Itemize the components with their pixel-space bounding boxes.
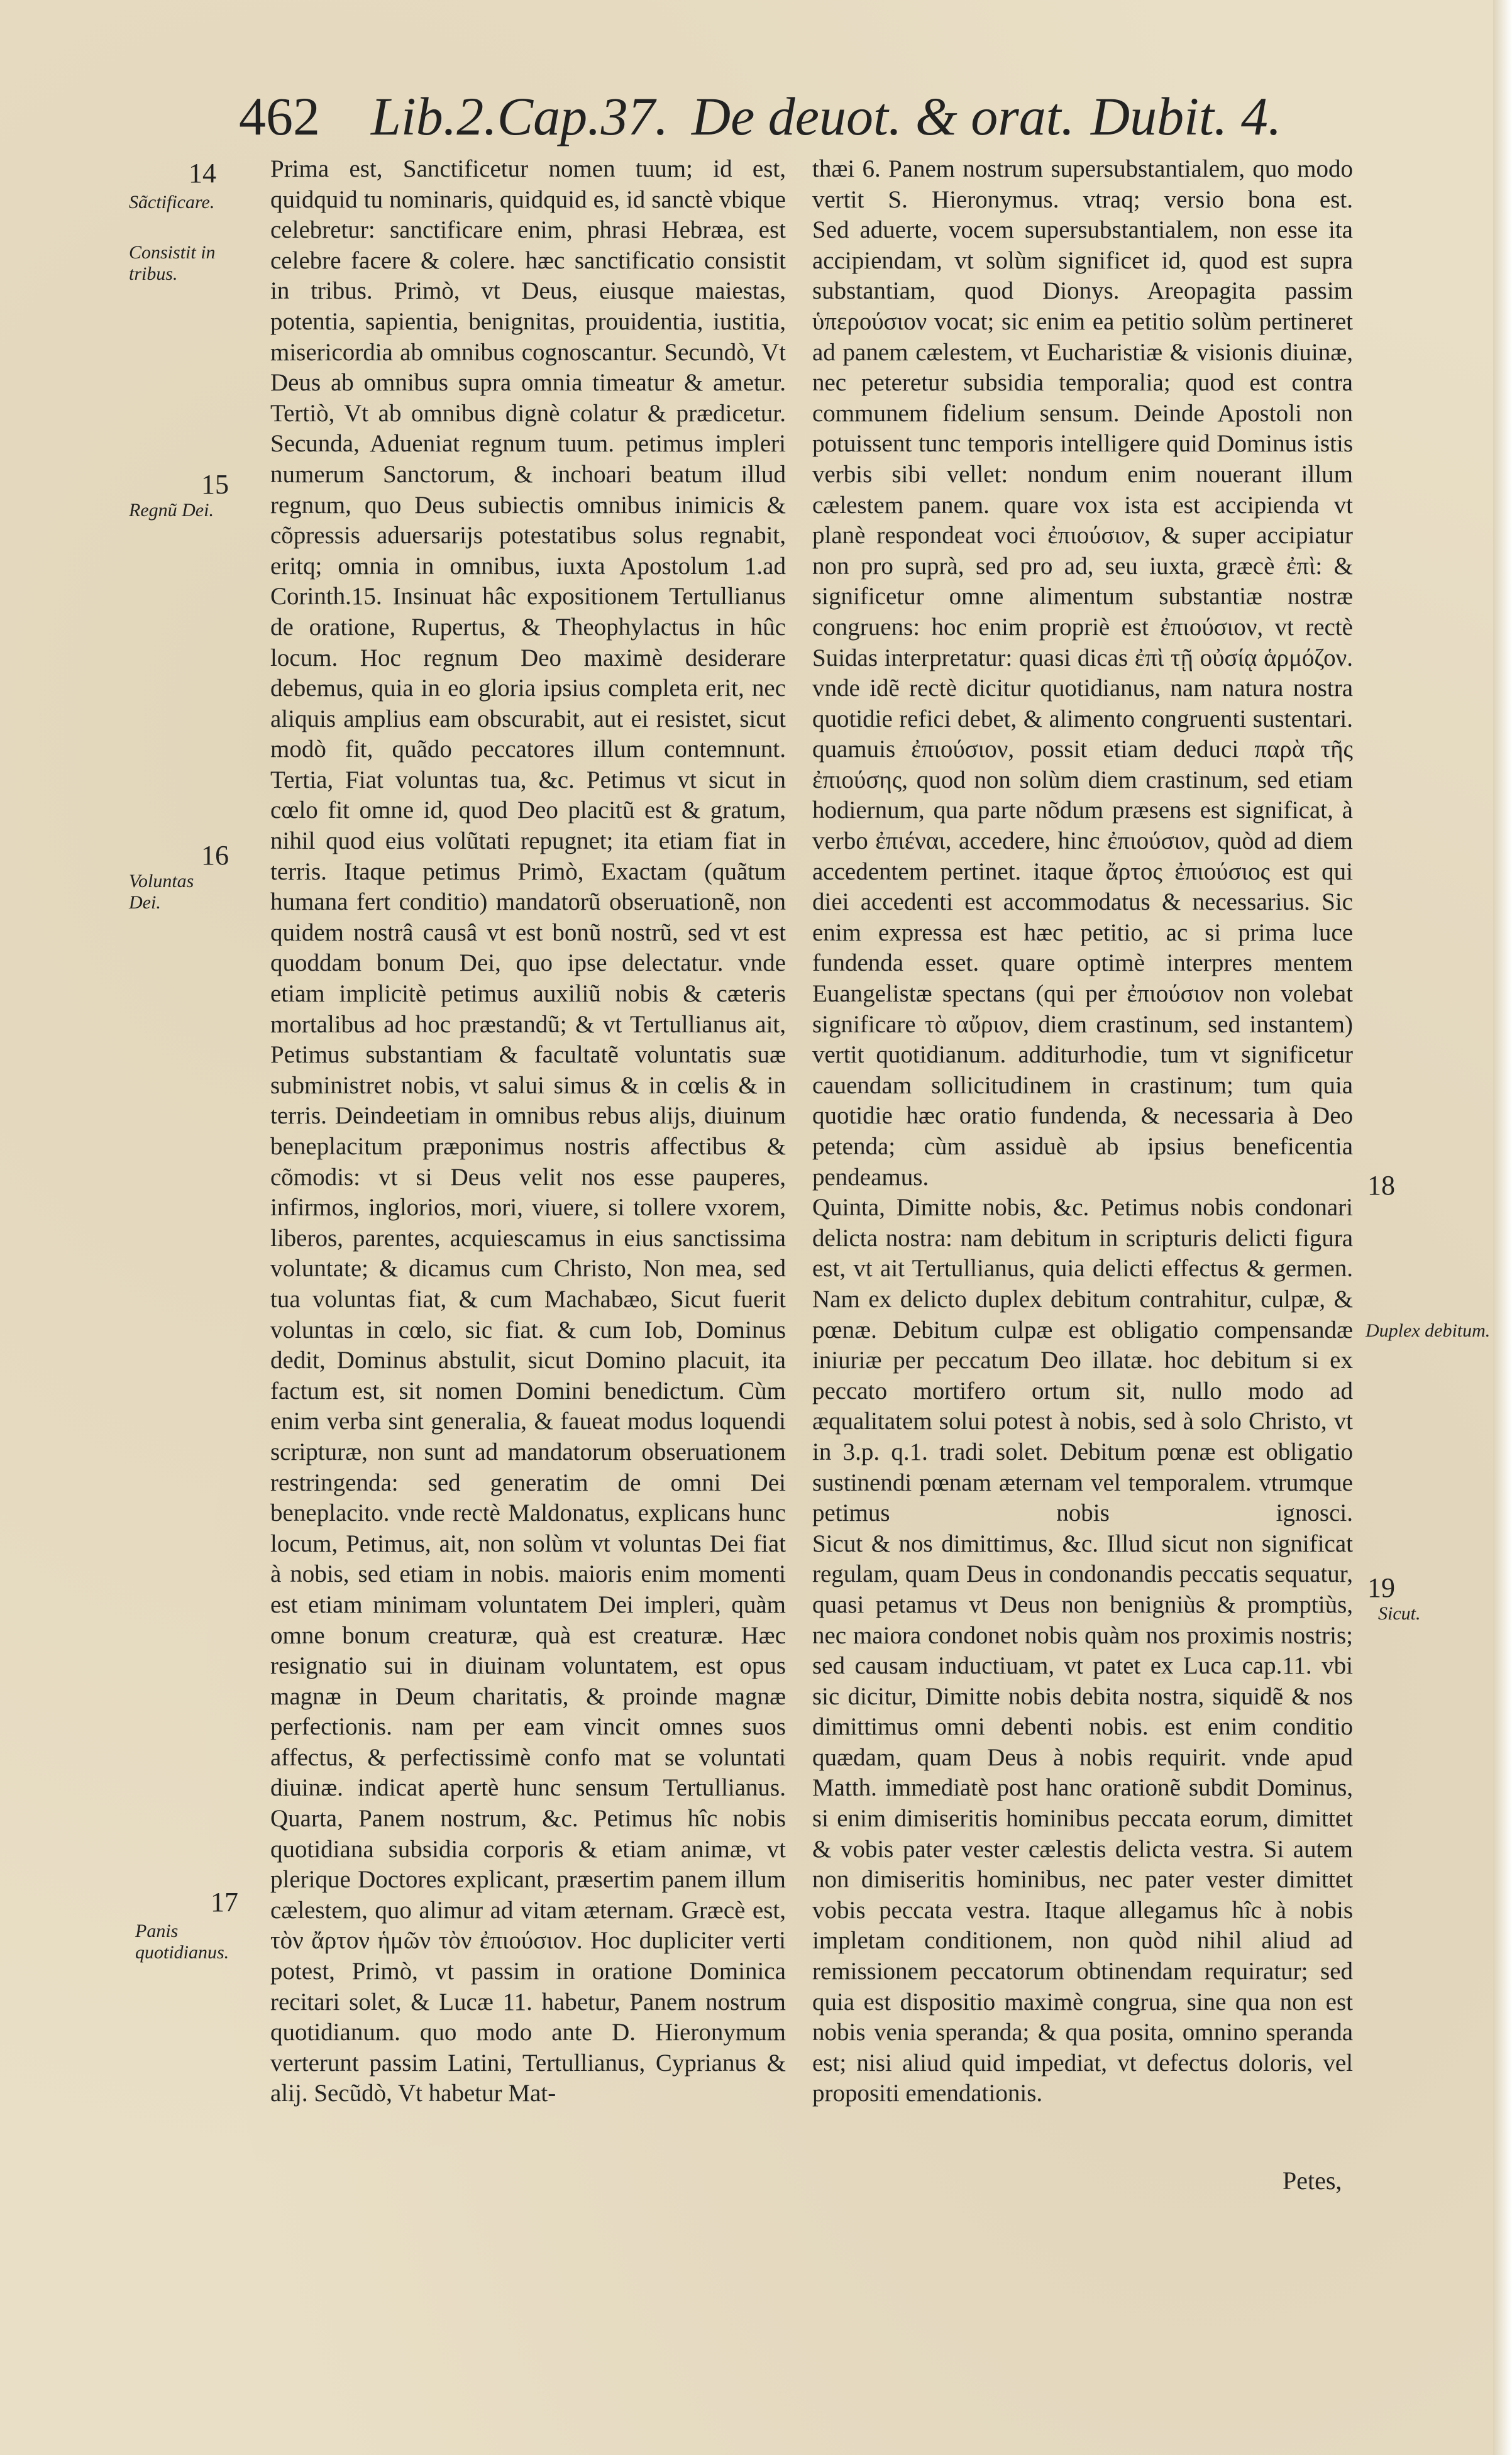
margin-note: Duplex debitum. xyxy=(1366,1320,1491,1341)
page-edge xyxy=(1493,0,1512,2455)
margin-note: Sãctificare. xyxy=(129,192,215,212)
paragraph: Tertia, Fiat voluntas tua, &c. Petimus vt sicut in cœlo fit omne id, quod Deo placitũ est & gratum, nihil quod eius volũtati repugnet; ita etiam fiat in terris. Itaque petimus Primò, Exactam (quãtum humana fert conditio) mandatorũ obseruationẽ, non quidem nostrâ causâ vt est bonũ nostrũ, sed vt est quoddam bonum Dei, quo ipse delectatur. vnde etiam implicitè petimus auxiliũ nobis & cæteris mortalibus ad hoc præstandũ; & vt Tertullianus ait, Petimus substantiam & facultatẽ voluntatis suæ subministret nobis, vt salui simus & in cœlis & in terris. Deindeetiam in omnibus rebus alijs, diuinum beneplacitum præponimus nostris affectibus & cõmodis: vt si Deus velit nos esse pauperes, infirmos, inglorios, mori, viuere, si tollere vxorem, liberos, parentes, acquiescamus in eius sanctissima voluntate; & dicamus cum Christo, Non mea, sed tua voluntas fiat, & cum Machabæo, Sicut fuerit voluntas in cœlo, sic fiat. & cum Iob, Dominus dedit, Dominus abstulit, sicut Domino placuit, ita factum est, sit nomen Domini benedictum. Cùm enim verba sint generalia, & faueat modus loquendi scripturæ, non sunt ad mandatorum obseruationem restringenda: sed generatim de omni Dei beneplacito. vnde rectè Maldonatus, explicans hunc locum, Petimus, ait, non solùm vt voluntas Dei fiat à nobis, sed etiam in nobis. maioris enim momenti est etiam minimam voluntatem Dei impleri, quàm omne bonum creaturæ, quà est creaturæ. Hæc resignatio sui in diuinam voluntatem, est opus magnæ in Deum charitatis, & proinde magnæ perfectionis. nam per eam vincit omnes suos affectus, & perfectissimè confo mat se voluntati diuinæ. indicat apertè hunc sensum Tertullianus. xyxy=(270,766,786,1802)
paragraph: Secunda, Adueniat regnum tuum. petimus impleri numerum Sanctorum, & inchoari beatum illud regnum, quo Deus subiectis omnibus inimicis & cõpressis aduersarijs potestatibus solus regnabit, eritq; omnia in omnibus, iuxta Apostolum 1.ad Corinth.15. Insinuat hâc expositionem Tertullianus de oratione, Rupertus, & Theophylactus in hûc locum. Hoc regnum Deo maximè desiderare debemus, quia in eo gloria ipsius completa erit, nec aliquis amplius eam obscurabit, aut ei resistet, sicut modò fit, quãdo peccatores illum contemnunt. xyxy=(270,430,786,763)
section-title: De deuot. & orat. xyxy=(692,86,1075,146)
paragraph: Quarta, Panem nostrum, &c. Petimus hîc nobis quotidiana subsidia corporis & etiam animæ, vt plerique Doctores explicant, præsertim panem illum cælestem, quo alimur ad vitam æternam. Græcè est, τὸν ἄρτον ἡμῶν τὸν ἐπιούσιον. Hoc dupliciter verti potest, Primò, vt passim in oratione Dominica recitari solet, & Lucæ 11. habetur, Panem nostrum quotidianum. quo modo ante D. Hieronymum verterunt passim Latini, Tertullianus, Cyprianus & alij. Secũdò, Vt habetur Mat- xyxy=(270,1805,786,2107)
left-column xyxy=(270,154,786,2109)
margin-note: Regnũ Dei. xyxy=(129,500,214,521)
margin-note: Sicut. xyxy=(1378,1603,1421,1624)
margin-number: 18 xyxy=(1367,1170,1395,1201)
paragraph: thæi 6. Panem nostrum supersubstantialem, quo modo vertit S. Hieronymus. vtraq; versio bona est. xyxy=(812,155,1353,213)
margin-note: Consistit in tribus. xyxy=(129,242,216,284)
book-chapter: Lib.2.Cap.37. xyxy=(371,86,669,146)
paragraph: Prima est, Sanctificetur nomen tuum; id est, quidquid tu nominaris, quidquid es, id sanctè vbique celebretur: sanctificare enim, phrasi Hebræa, est celebre facere & colere. hæc sanctificatio consistit in tribus. Primò, vt Deus, eiusque maiestas, potentia, sapientia, benignitas, prouidentia, iustitia, misericordia ab omnibus cognoscantur. Secundò, Vt Deus ab omnibus supra omnia timeatur & ametur. Tertiò, Vt ab omnibus dignè colatur & prædicetur. xyxy=(270,155,786,427)
paragraph: Sicut & nos dimittimus, &c. Illud sicut non significat regulam, quam Deus in condonandis peccatis sequatur, quasi petamus vt Deus non benigniùs & promptiùs, nec maiora condonet nobis quàm nos proximis nostris; sed causam inductiuam, vt patet ex Luca cap.11. vbi sic dicitur, Dimitte nobis debita nostra, siquidẽ & nos dimittimus omni debenti nobis. est enim conditio quædam, quam Deus à nobis requirit. vnde apud Matth. immediatè post hanc orationẽ subdit Dominus, si enim dimiseritis hominibus peccata eorum, dimittet & vobis pater vester cælestis delicta vestra. Si autem non dimiseritis hominibus, nec pater vester dimittet vobis peccata vestra. Itaque allegamus hîc à nobis impletam conditionem, non quòd nihil aliud ad remissionem peccatorum obtinendam requiratur; sed quia est dispositio maximè congrua, sine qua non est nobis venia speranda; & qua posita, omnino speranda est; nisi aliud quid impediat, vt defectus doloris, vel propositi emendationis. xyxy=(812,1530,1353,2107)
margin-number: 15 xyxy=(201,469,229,500)
catchword: Petes, xyxy=(1283,2166,1342,2195)
paragraph: Quinta, Dimitte nobis, &c. Petimus nobis condonari delicta nostra: nam debitum in scripturis delicti figura est, vt ait Tertullianus, quia delicti effectus & germen. Nam ex delicto duplex debitum contrahitur, culpæ, & pœnæ. Debitum culpæ est obligatio compensandæ iniuriæ per peccatum Deo illatæ. hoc debitum si ex peccato mortifero ortum sit, nullo modo ad æqualitatem solui potest à nobis, sed à solo Christo, vt in 3.p. q.1. tradi solet. Debitum pœnæ est obligatio sustinendi pœnam æternam vel temporalem. vtrumque petimus nobis ignosci. xyxy=(812,1194,1353,1527)
margin-number: 14 xyxy=(189,158,216,189)
right-column xyxy=(812,154,1353,2109)
dubit-label: Dubit. 4. xyxy=(1091,86,1282,146)
margin-number: 17 xyxy=(211,1887,238,1917)
margin-number: 16 xyxy=(201,840,229,871)
paragraph: Sed aduerte, vocem supersubstantialem, non esse ita accipiendam, vt solùm significet id, quod est supra substantiam, quod Dionys. Areopagita passim ὑπερούσιον vocat; sic enim ea petitio solùm pertineret ad panem cælestem, vt Eucharistiæ & visionis diuinæ, nec peteretur subsidia temporalia; quod est contra communem fidelium sensum. Deinde Apostoli non potuissent tunc temporis intelligere quid Dominus istis verbis sibi vellet: nondum enim nouerant illum cælestem panem. quare vox ista est accipienda vt planè respondeat voci ἐπιούσιον, & super accipiatur non pro suprà, sed pro ad, seu iuxta, græcè ἐπὶ: & significetur omne alimentum substantiæ nostræ congruens: hoc enim propriè est ἐπιούσιον, vt rectè Suidas interpretatur: quasi dicas ἐπὶ τῇ οὐσίᾳ ἁρμόζον. vnde idẽ rectè dicitur quotidianus, nam natura nostra quotidie refici debet, & alimento congruenti sustentari. quamuis ἐπιούσιον, possit etiam deduci παρὰ τῆς ἐπιούσης, quod non solùm diem crastinum, sed etiam hodiernum, qua parte nõdum præsens est significat, à verbo ἐπιέναι, accedere, hinc ἐπιούσιον, quòd ad diem accedentem pertinet. itaque ἄρτος ἐπιούσιος est qui diei accedenti est accommodatus & necessarius. Sic enim expressa est hæc petitio, ac si prima luce fundenda esset. quare optimè interpres mentem Euangelistæ spectans (qui per ἐπιούσιον non volebat significare τὸ αὔριον, diem crastinum, sed instantem) vertit quotidianum. additurhodie, tum vt significetur cauendam sollicitudinem in crastinum; tum quia quotidie hæc oratio fundenda, & necessaria à Deo petenda; cùm assiduè ab ipsius beneficentia pendeamus. xyxy=(812,216,1353,1191)
margin-number: 19 xyxy=(1367,1572,1395,1603)
margin-note: Panis quotidianus. xyxy=(135,1921,229,1963)
margin-note: Voluntas Dei. xyxy=(129,871,194,913)
page-number: 462 xyxy=(239,86,320,146)
running-header xyxy=(239,82,1282,151)
